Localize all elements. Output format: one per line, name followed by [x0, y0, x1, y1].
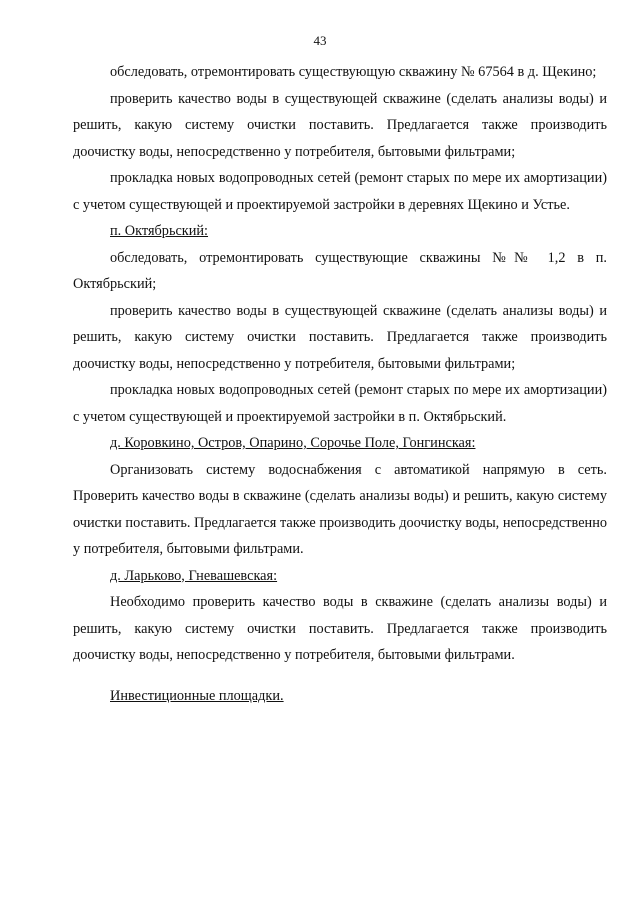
heading-larkovo-group: д. Ларьково, Гневашевская: [110, 567, 278, 584]
heading-oktyabrsky: п. Октябрьский: [110, 223, 209, 239]
heading-korovkino-group: д. Коровкино, Остров, Опарино, Сорочье Поле, Гонгинская: [110, 435, 476, 451]
document-body [73, 59, 607, 709]
paragraph-schekino-water-quality: проверить качество воды в существующей скважине (сделать анализы воды) и решить, какую систему очистки поставить. Предлагается также производить доочистку воды, непосредственно у потребителя, бытовыми фильтрами; [73, 90, 607, 160]
spacer [73, 669, 607, 683]
paragraph-korovkino-water-supply: Организовать систему водоснабжения с автоматикой напрямую в сеть. Проверить качество воды в скважине (сделать анализы воды) и решить, какую систему очистки поставить. Предлагается также производить доочистку воды, непосредственно у потребителя, бытовыми фильтрами. [73, 461, 607, 557]
paragraph-oktyabrsky-new-networks: прокладка новых водопроводных сетей (ремонт старых по мере их амортизации) с учетом существующей и проектируемой застройки в п. Октябрьский. [73, 382, 607, 425]
paragraph-larkovo-water-quality: Необходимо проверить качество воды в скважине (сделать анализы воды) и решить, какую систему очистки поставить. Предлагается также производить доочистку воды, непосредственно у потребителя, бытовыми фильтрами. [73, 594, 607, 663]
paragraph-schekino-new-networks: прокладка новых водопроводных сетей (ремонт старых по мере их амортизации) с учетом существующей и проектируемой застройки в деревнях Щекино и Устье. [73, 170, 607, 213]
paragraph-oktyabrsky-wells-repair: обследовать, отремонтировать существующие скважины №№ 1,2 в п. Октябрьский; [73, 249, 607, 292]
page-number: 43 [313, 33, 327, 48]
paragraph-schekino-well-repair: обследовать, отремонтировать существующую скважину № 67564 в д. Щекино; [110, 64, 597, 80]
heading-investment-sites: Инвестиционные площадки. [110, 687, 284, 704]
paragraph-oktyabrsky-water-quality: проверить качество воды в существующей скважине (сделать анализы воды) и решить, какую систему очистки поставить. Предлагается также производить доочистку воды, непосредственно у потребителя, бытовыми фильтрами; [73, 302, 607, 372]
